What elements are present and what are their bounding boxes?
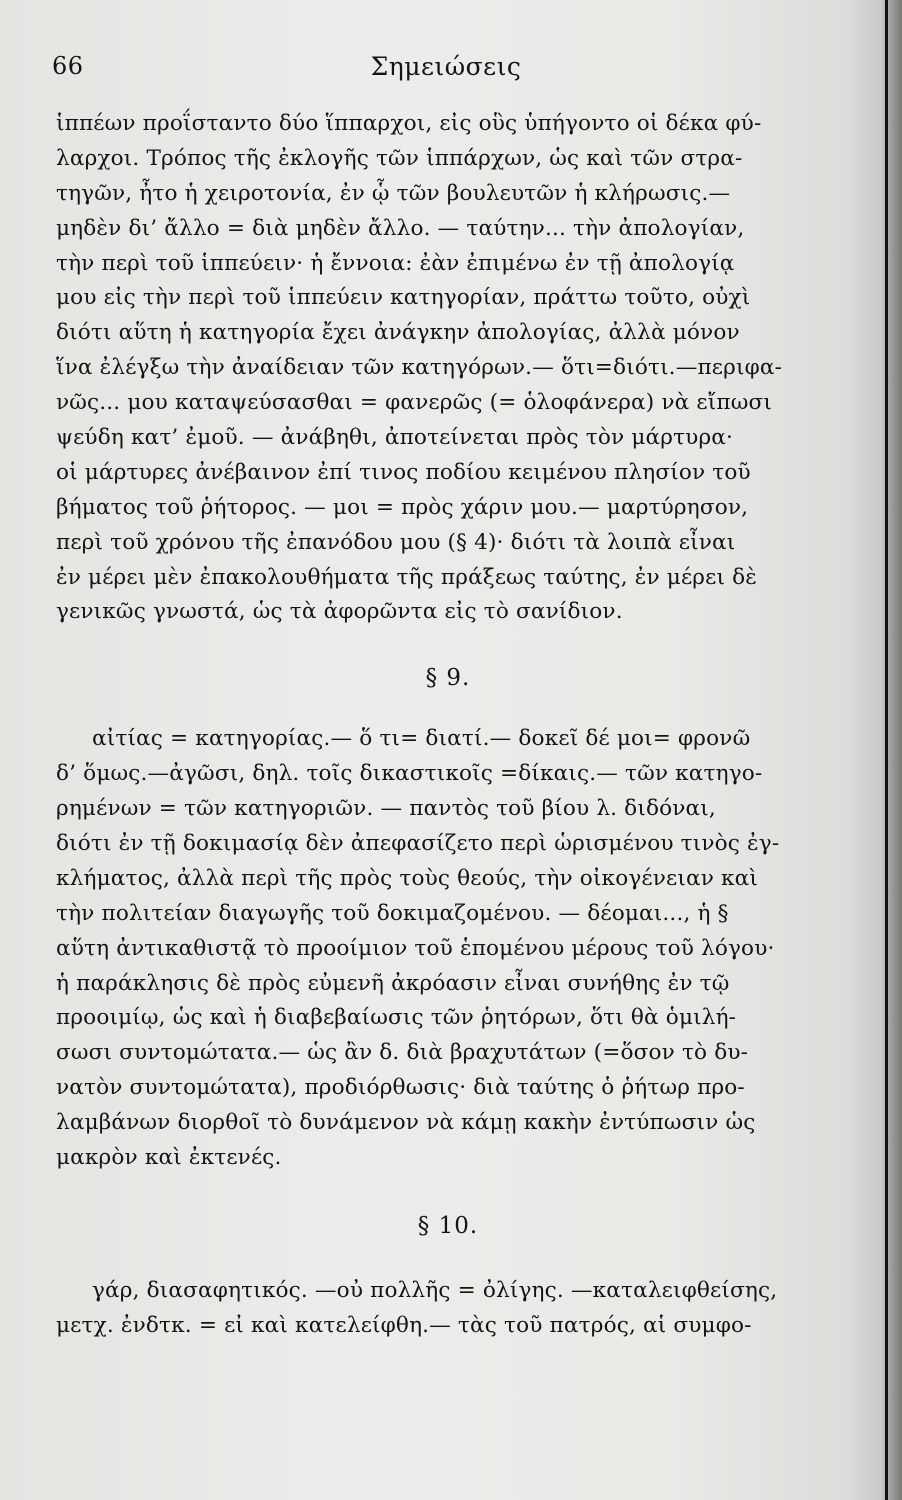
text-line: μου εἰς τὴν περὶ τοῦ ἱππεύειν κατηγορίαν, πράττω τοῦτο, οὐχὶ xyxy=(56,285,751,311)
text-line: ρημένων = τῶν κατηγοριῶν. — παντὸς τοῦ βίου λ. διδόναι, xyxy=(56,796,716,822)
text-line: ψεύδη κατ’ ἐμοῦ. — ἀνάβηθι, ἀποτείνεται πρὸς τὸν μάρτυρα· xyxy=(56,425,734,451)
text-line: διότι ἐν τῇ δοκιμασίᾳ δὲν ἀπεφασίζετο περὶ ὡρισμένου τινὸς ἐγ- xyxy=(56,831,780,857)
text-line: λαρχοι. Τρόπος τῆς ἐκλογῆς τῶν ἱππάρχων, ὡς καὶ τῶν στρα- xyxy=(56,145,743,171)
text-line: οἱ μάρτυρες ἀνέβαινον ἐπί τινος ποδίου κειμένου πλησίον τοῦ xyxy=(56,459,751,485)
text-line: ἵνα ἐλέγξω τὴν ἀναίδειαν τῶν κατηγόρων.— ὅτι=διότι.—περιφα- xyxy=(56,355,783,381)
text-line: κλήματος, ἀλλὰ περὶ τῆς πρὸς τοὺς θεούς, τὴν οἰκογένειαν καὶ xyxy=(56,865,758,891)
text-line: αὕτη ἀντικαθιστᾷ τὸ προοίμιον τοῦ ἑπομένου μέρους τοῦ λόγου· xyxy=(56,935,775,961)
text-line: προοιμίῳ, ὡς καὶ ἡ διαβεβαίωσις τῶν ῥητόρων, ὅτι θὰ ὁμιλή- xyxy=(56,1005,737,1031)
text-line: νατὸν συντομώτατα), προδιόρθωσις· διὰ ταύτης ὁ ῥήτωρ προ- xyxy=(56,1075,745,1101)
text-line: τηγῶν, ἦτο ἡ χειροτονία, ἐν ᾧ τῶν βουλευτῶν ἡ κλήρωσις.— xyxy=(56,180,731,206)
text-line: μηδὲν δι’ ἄλλο = διὰ μηδὲν ἄλλο. — ταύτην... τὴν ἀπολογίαν, xyxy=(56,215,745,241)
text-line: δ’ ὅμως.—ἀγῶσι, δηλ. τοῖς δικαστικοῖς =δίκαις.— τῶν κατηγο- xyxy=(56,761,763,787)
notes-paragraph-intro xyxy=(56,107,840,630)
body-text xyxy=(56,107,840,1344)
text-line: λαμβάνων διορθοῖ τὸ δυνάμενον νὰ κάμῃ κακὴν ἐντύπωσιν ὡς xyxy=(56,1110,756,1136)
text-line: σωσι συντομώτατα.— ὡς ἂν δ. διὰ βραχυτάτων (=ὅσον τὸ δυ- xyxy=(56,1040,749,1066)
section-heading-10: § 10. xyxy=(417,1212,479,1239)
notes-paragraph-section-10 xyxy=(56,1274,840,1344)
page-edge-line xyxy=(885,0,888,1500)
text-line: τὴν πολιτείαν διαγωγῆς τοῦ δοκιμαζομένου. — δέομαι..., ἡ § xyxy=(56,900,729,926)
text-line: περὶ τοῦ χρόνου τῆς ἐπανόδου μου (§ 4)· διότι τὰ λοιπὰ εἶναι xyxy=(56,529,736,555)
text-line: βήματος τοῦ ῥήτορος. — μοι = πρὸς χάριν μου.— μαρτύρησον, xyxy=(56,494,749,520)
section-heading-9: § 9. xyxy=(425,665,471,692)
text-line: γάρ, διασαφητικός. —οὐ πολλῆς = ὀλίγης. —καταλειφθείσης, xyxy=(92,1277,778,1303)
notes-paragraph-section-9 xyxy=(56,722,840,1176)
running-title: Σημειώσεις xyxy=(370,52,522,81)
text-line: ἐν μέρει μὲν ἐπακολουθήματα τῆς πράξεως ταύτης, ἐν μέρει δὲ xyxy=(56,564,758,590)
text-line: μετχ. ἐνδτκ. = εἰ καὶ κατελείφθη.— τὰς τοῦ πατρός, αἱ συμφο- xyxy=(56,1312,752,1338)
text-line: μακρὸν καὶ ἐκτενές. xyxy=(56,1145,282,1171)
text-line: νῶς... μου καταψεύσασθαι = φανερῶς (= ὁλοφάνερα) νὰ εἴπωσι xyxy=(56,390,772,416)
text-line: διότι αὕτη ἡ κατηγορία ἔχει ἀνάγκην ἀπολογίας, ἀλλὰ μόνον xyxy=(56,320,740,346)
page-header xyxy=(52,52,840,92)
text-line: ἱππέων προΐσταντο δύο ἵππαρχοι, εἰς οὓς ὑπήγοντο οἱ δέκα φύ- xyxy=(56,111,762,136)
book-spine-shadow xyxy=(880,0,902,1500)
page-number: 66 xyxy=(52,52,84,80)
text-line: γενικῶς γνωστά, ὡς τὰ ἀφορῶντα εἰς τὸ σανίδιον. xyxy=(56,599,623,625)
text-line: τὴν περὶ τοῦ ἱππεύειν· ἡ ἔννοια: ἐὰν ἐπιμένω ἐν τῇ ἀπολογίᾳ xyxy=(56,250,735,276)
text-line: αἰτίας = κατηγορίας.— ὅ τι= διατί.— δοκεῖ δέ μοι= φρονῶ xyxy=(92,726,751,752)
text-line: ἡ παράκλησις δὲ πρὸς εὐμενῆ ἀκρόασιν εἶναι συνήθης ἐν τῷ xyxy=(56,970,730,996)
